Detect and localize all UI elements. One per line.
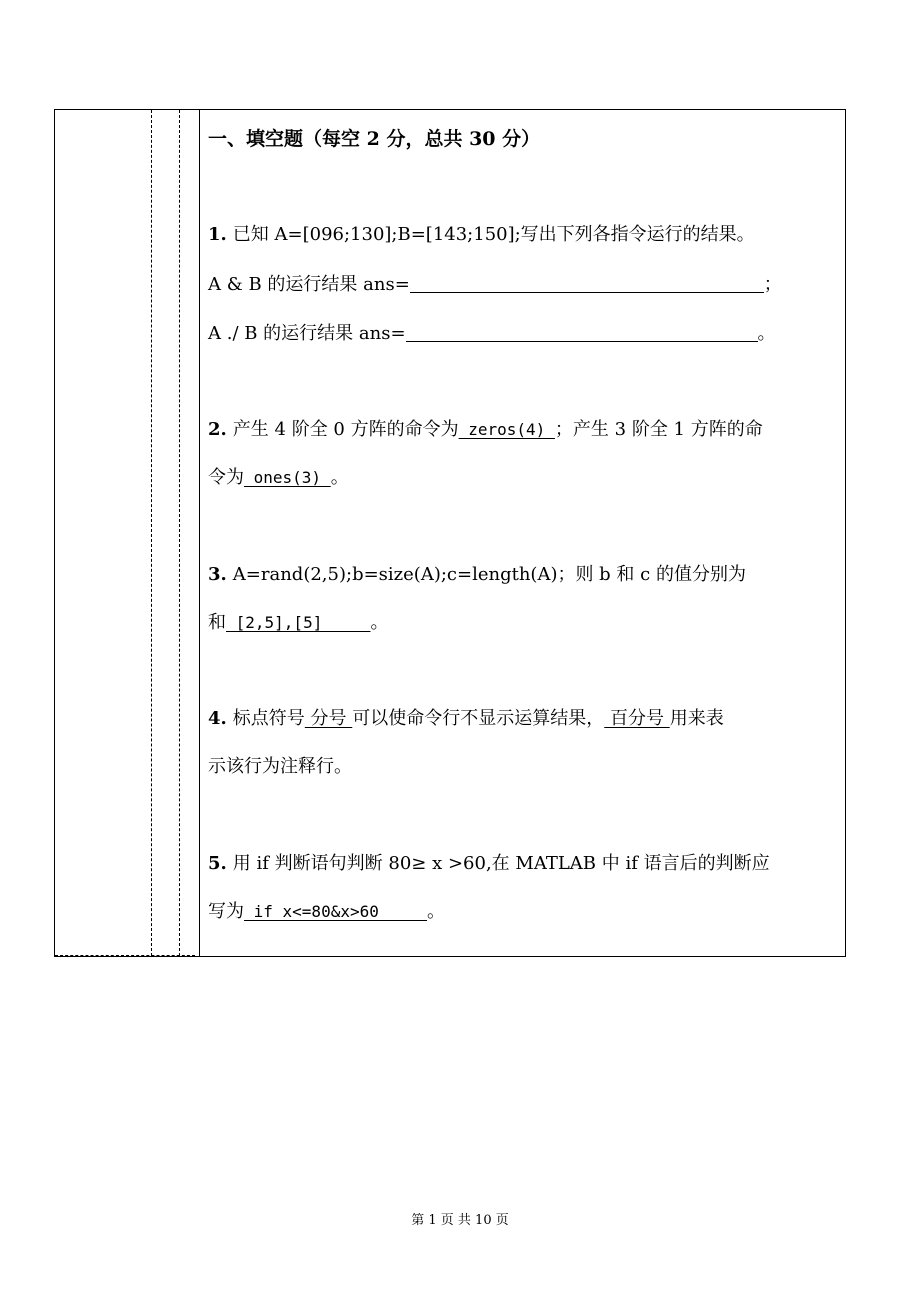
content-area <box>200 110 837 956</box>
question-number: 2. <box>208 419 227 440</box>
answer-text: 百分号 <box>604 708 670 729</box>
question-text: 已知 A=[096;130];B=[143;150];写出下列各指令运行的结果。 <box>232 224 755 245</box>
question-3-line-b <box>208 608 389 634</box>
binding-line-1 <box>151 110 152 956</box>
question-text: 和 <box>208 612 226 633</box>
answer-text: [2,5],[5] <box>226 613 371 632</box>
question-text: ；产生 3 阶全 1 方阵的命 <box>554 419 763 440</box>
answer-text: zeros(4) <box>458 420 555 439</box>
binding-line-2 <box>179 110 180 956</box>
question-5-line-a <box>208 849 770 875</box>
question-1-line-b <box>208 319 776 345</box>
answer-blank[interactable] <box>410 274 764 293</box>
question-text: 示该行为注释行。 <box>208 756 352 777</box>
question-text: 。 <box>427 901 446 922</box>
answer-blank[interactable] <box>406 323 758 342</box>
question-number: 5. <box>208 853 227 874</box>
question-2-line-a <box>208 415 763 441</box>
question-4-line-a <box>208 704 724 730</box>
question-5-line-b <box>208 897 445 923</box>
answer-text: ones(3) <box>244 468 331 487</box>
question-number: 1. <box>208 224 227 245</box>
binding-bottom-line <box>55 955 195 956</box>
question-text: 令为 <box>208 467 244 488</box>
section-title: 一、填空题（每空 2 分，总共 30 分） <box>208 128 541 150</box>
question-text: 写为 <box>208 901 244 922</box>
question-text: 标点符号 <box>232 708 305 729</box>
answer-label: A & B 的运行结果 ans= <box>208 274 410 295</box>
question-text: 用 if 判断语句判断 80≥ x >60,在 MATLAB 中 if 语言后的判断应 <box>232 853 770 874</box>
punctuation: 。 <box>757 323 776 344</box>
question-1-line-a <box>208 270 782 296</box>
answer-text: 分号 <box>304 708 353 729</box>
question-text: 可以使命令行不显示运算结果， <box>352 708 605 729</box>
question-frame <box>54 109 846 957</box>
question-text: 。 <box>370 612 389 633</box>
question-1 <box>208 220 755 246</box>
answer-label: A ./ B 的运行结果 ans= <box>208 323 406 344</box>
question-text: 产生 4 阶全 0 方阵的命令为 <box>232 419 459 440</box>
question-text: A=rand(2,5);b=size(A);c=length(A)；则 b 和 c 的值分别为 <box>232 564 746 585</box>
question-text: 用来表 <box>669 708 724 729</box>
page-footer: 第 1 页 共 10 页 <box>411 1213 509 1228</box>
question-text: 。 <box>330 467 349 488</box>
punctuation: ； <box>763 274 782 295</box>
answer-text: if x<=80&x>60 <box>244 902 428 921</box>
question-2-line-b <box>208 463 349 489</box>
question-number: 3. <box>208 564 227 585</box>
question-3-line-a <box>208 560 746 586</box>
question-number: 4. <box>208 708 227 729</box>
question-4-line-b <box>208 752 352 778</box>
